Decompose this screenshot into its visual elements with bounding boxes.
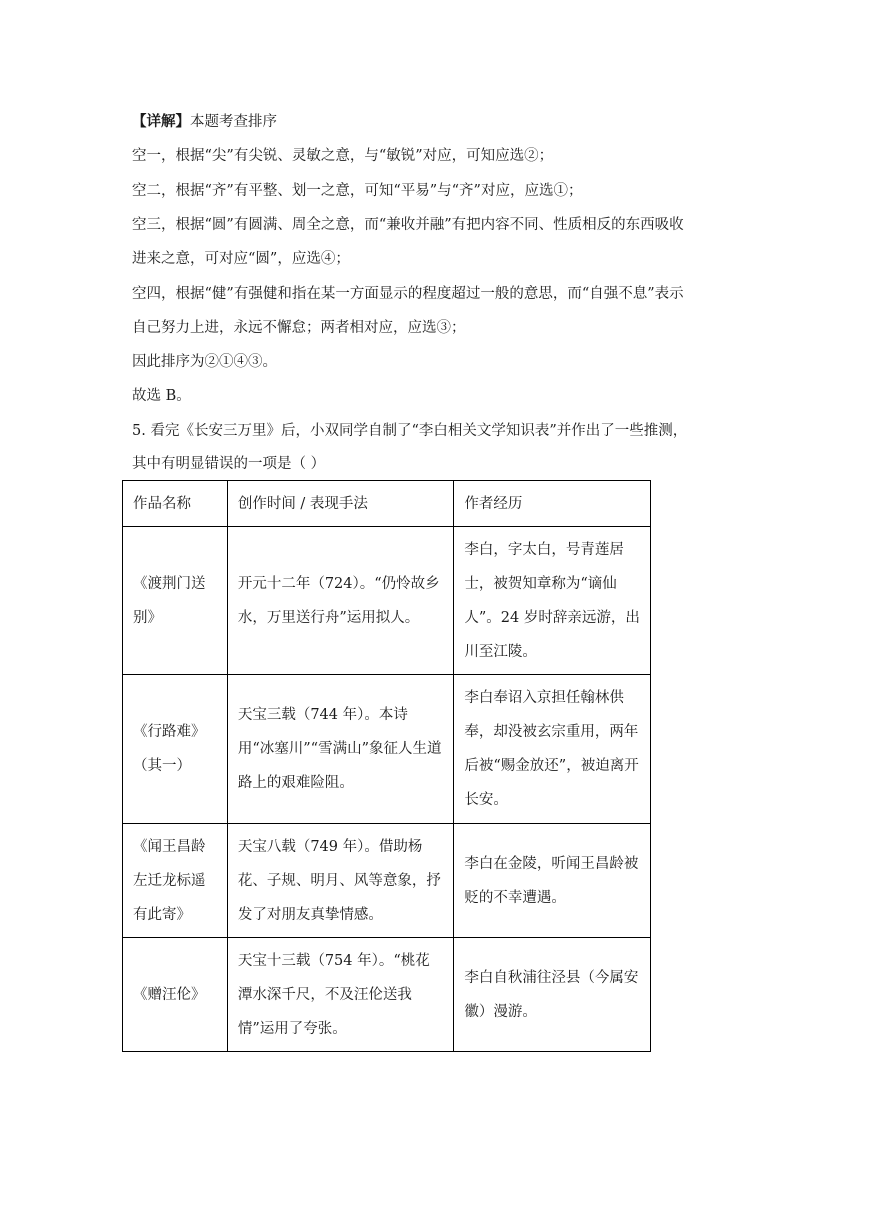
explanation-line: 自己努力上进，永远不懈怠；两者相对应，应选③；	[132, 320, 466, 336]
experience-text: 李白奉诏入京担任翰林供奉，却没被玄宗重用，两年后被“赐金放还”，被迫离开长安。	[464, 690, 639, 808]
explanation-line: 空四，根据“健”有强健和指在某一方面显示的程度超过一般的意思，而“自强不息”表示	[132, 286, 684, 302]
explanation-line: 空二，根据“齐”有平整、划一之意，可知“平易”与“齐”对应，应选①；	[132, 183, 583, 199]
explanation-tag: 【详解】	[132, 113, 190, 130]
table-row	[123, 675, 651, 824]
experience-text: 李白，字太白，号青莲居士，被贺知章称为“谪仙人”。24 岁时辞亲远游，出川至江陵。	[464, 541, 640, 660]
explanation-line: 空三，根据“圆”有圆满、周全之意，而“兼收并融”有把内容不同、性质相反的东西吸收	[132, 217, 684, 233]
explanation-heading	[132, 112, 277, 132]
table-cell-time	[227, 938, 454, 1052]
time-method-text: 开元十二年（724）。“仍怜故乡水，万里送行舟”运用拟人。	[237, 575, 440, 626]
explanation-line: 空一，根据“尖”有尖锐、灵敏之意，与“敏锐”对应，可知应选②；	[132, 148, 554, 164]
explanation-heading-text: 本题考查排序	[190, 114, 277, 130]
table-cell-experience	[454, 938, 651, 1052]
explanation-line: 故选 B。	[132, 388, 191, 404]
experience-text: 李白在金陵，听闻王昌龄被贬的不幸遭遇。	[464, 855, 639, 906]
experience-text: 李白自秋浦往泾县（今属安徽）漫游。	[464, 969, 639, 1020]
question-stem-cont: 其中有明显错误的一项是（ ）	[132, 456, 326, 472]
time-method-text: 天宝三载（744 年）。本诗用“冰塞川”“雪满山”象征人生道路上的艰难险阻。	[237, 707, 442, 791]
table-cell-time	[227, 527, 454, 675]
work-title: 《赠汪伦》	[133, 986, 206, 1003]
table-cell-experience	[454, 824, 651, 938]
table-cell-work	[123, 527, 228, 675]
explanation-line: 进来之意，可对应“圆”，应选④；	[132, 251, 350, 267]
table-cell-experience	[454, 527, 651, 675]
table-cell-work	[123, 675, 228, 824]
table-header-row	[123, 481, 651, 527]
table-cell-work	[123, 824, 228, 938]
li-bai-knowledge-table	[122, 480, 651, 1052]
table-cell-experience	[454, 675, 651, 824]
table-row	[123, 938, 651, 1052]
explanation-line: 因此排序为②①④③。	[132, 354, 277, 370]
time-method-text: 天宝十三载（754 年）。“桃花潭水深千尺，不及汪伦送我情”运用了夸张。	[237, 952, 430, 1037]
table-cell-work	[123, 938, 228, 1052]
question-stem: 5. 看完《长安三万里》后，小双同学自制了“李白相关文学知识表”并作出了一些推测，	[132, 423, 688, 439]
table-row	[123, 824, 651, 938]
work-title: 《闻王昌龄左迁龙标遥有此寄》	[133, 838, 206, 923]
table-header-cell: 创作时间 / 表现手法	[227, 481, 454, 527]
table-header-cell: 作品名称	[123, 481, 228, 527]
table-header-cell: 作者经历	[454, 481, 651, 527]
table-cell-time	[227, 675, 454, 824]
table-cell-time	[227, 824, 454, 938]
work-title: 《渡荆门送别》	[133, 575, 206, 626]
table-row	[123, 527, 651, 675]
time-method-text: 天宝八载（749 年）。借助杨花、子规、明月、风等意象，抒发了对朋友真挚情感。	[237, 838, 441, 923]
work-title: 《行路难》（其一）	[133, 724, 206, 774]
